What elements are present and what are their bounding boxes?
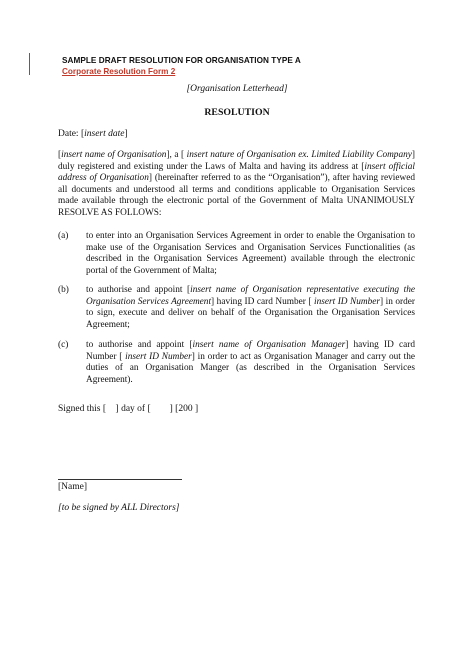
item-text-part: ] having ID card Number [ [211, 296, 314, 307]
item-text-part: ] in order to sign, execute and deliver on behalf of the Organisation the Organisation Services Agreement; [86, 296, 416, 330]
intro-paragraph [58, 150, 415, 219]
representative-name-placeholder: insert name of Organisation representative executing the Organisation Services Agreement [86, 285, 415, 307]
item-text [86, 340, 415, 386]
document-header [62, 55, 301, 77]
item-letter: (b) [58, 285, 69, 295]
intro-text: ] (hereinafter referred to as the “Organisation”), after having reviewed all documents and understood all terms and conditions applicable to Organisation Services made available through the electronic portal of the Government of Malta UNANIMOUSLY RESOLVE AS FOLLOWS: [58, 173, 415, 218]
margin-rule [29, 53, 30, 75]
item-letter: (a) [58, 231, 69, 241]
resolution-item-c [58, 340, 415, 386]
manager-name-placeholder: insert name of Organisation Manager [192, 340, 346, 350]
intro-text: ] duly registered and existing under the Laws of Malta and having its address at [ [58, 150, 415, 172]
resolution-heading: RESOLUTION [204, 107, 270, 118]
item-text [86, 285, 415, 331]
item-text-part: ] having ID card Number [ [86, 340, 415, 362]
id-number-placeholder: insert ID Number [314, 296, 381, 307]
form-name: Corporate Resolution Form 2 [62, 67, 176, 76]
signatory-name-placeholder: [Name] [58, 482, 88, 492]
letterhead-placeholder: [Organisation Letterhead] [186, 84, 288, 94]
organisation-nature-placeholder: insert nature of Organisation ex. Limited Liability Company [186, 150, 412, 160]
intro-text: [ [58, 150, 62, 160]
resolution-item-a [58, 231, 415, 277]
date-line [58, 129, 128, 139]
signed-date-line [58, 404, 198, 414]
organisation-name-placeholder: insert name of Organisation [61, 150, 167, 160]
date-close: ] [124, 129, 128, 139]
intro-text: ], a [ [166, 150, 187, 160]
date-label: Date: [ [58, 129, 85, 139]
signature-note: [to be signed by ALL Directors] [58, 503, 180, 513]
item-text-part: to authorise and appoint [ [86, 285, 191, 295]
signed-text: Signed this [ ] day of [ ] [200 ] [58, 404, 199, 414]
organisation-address-placeholder: insert official address of Organisation [58, 161, 415, 183]
header-title: SAMPLE DRAFT RESOLUTION FOR ORGANISATION TYPE A [62, 56, 301, 65]
item-text-part: to authorise and appoint [ [86, 340, 193, 350]
signature-line [58, 479, 182, 480]
date-placeholder: insert date [84, 129, 125, 139]
item-letter: (c) [58, 340, 69, 350]
resolution-item-b [58, 285, 415, 331]
item-text-part: ] in order to act as Organisation Manager and carry out the duties of an Organisation Manger (as described in the Organisation Services Agreement). [86, 351, 415, 385]
item-text: to enter into an Organisation Services Agreement in order to enable the Organisation to make use of the Organisation Services and Organisation Services Functionalities (as described in the Organisation Services Agreement) available through the electronic portal of the Government of Malta; [86, 231, 415, 276]
id-number-placeholder: insert ID Number [125, 351, 192, 362]
